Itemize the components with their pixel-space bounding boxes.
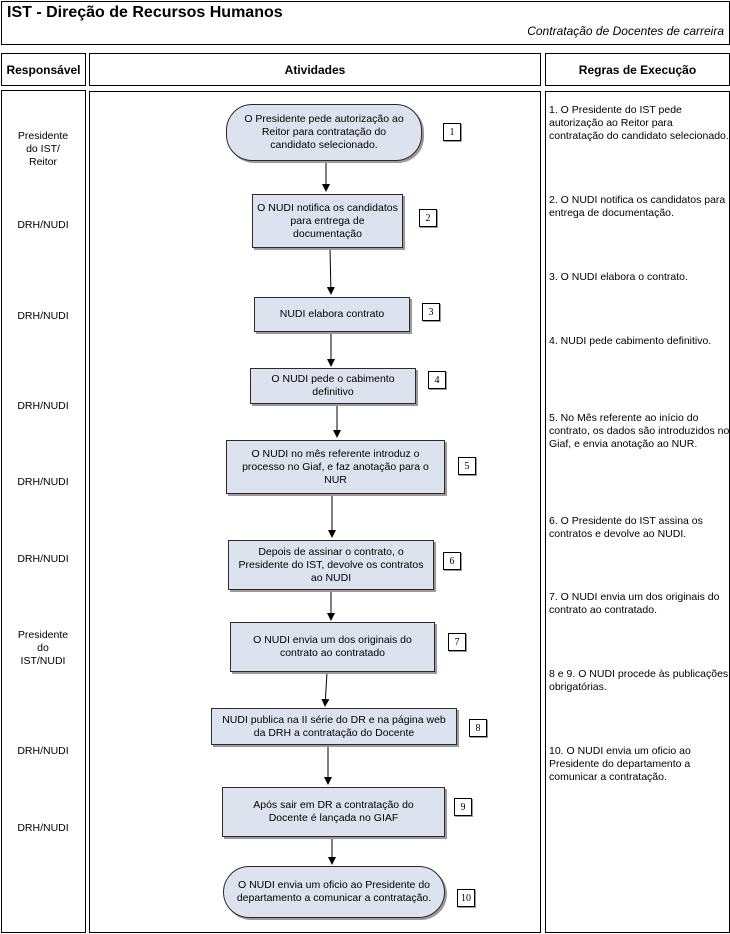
rule-text: 2. O NUDI notifica os candidatos para entrega de documentação. bbox=[549, 194, 726, 219]
step-5-box: O NUDI no mês referente introduz o processo no Giaf, e faz anotação para o NUR bbox=[226, 440, 445, 494]
responsible-label: DRH/NUDI bbox=[17, 310, 69, 322]
rule-text: 10. O NUDI envia um oficio ao Presidente do departamento a comunicar a contratação. bbox=[549, 745, 691, 783]
step-3-box: NUDI elabora contrato bbox=[254, 297, 410, 332]
responsible-label: DRH/NUDI bbox=[17, 553, 69, 565]
step-7-box: O NUDI envia um dos originais do contrato ao contratado bbox=[230, 622, 435, 672]
step-6-number: 6 bbox=[443, 552, 461, 570]
step-4-box: O NUDI pede o cabimento definitivo bbox=[250, 368, 416, 404]
activities-column-header: Atividades bbox=[284, 63, 346, 77]
responsible-label: DRH/NUDI bbox=[17, 400, 69, 412]
step-10-number: 10 bbox=[457, 889, 475, 907]
rule-text: 6. O Presidente do IST assina os contratos e devolve ao NUDI. bbox=[549, 515, 703, 540]
step-1-number: 1 bbox=[443, 123, 461, 141]
rule-text: 1. O Presidente do IST pede autorização ao Reitor para contratação do candidato selecionado. bbox=[549, 104, 729, 142]
rule-text: 4. NUDI pede cabimento definitivo. bbox=[549, 335, 712, 347]
responsible-label: DRH/NUDI bbox=[17, 822, 69, 834]
step-1-terminal: O Presidente pede autorização ao Reitor para contratação do candidato selecionado. bbox=[226, 104, 422, 161]
page-title: IST - Direção de Recursos Humanos bbox=[7, 4, 283, 21]
step-9-number: 9 bbox=[454, 798, 472, 816]
responsible-label: DRH/NUDI bbox=[17, 219, 69, 231]
step-7-number: 7 bbox=[448, 633, 466, 651]
step-4-number: 4 bbox=[428, 371, 446, 389]
step-2-number: 2 bbox=[419, 209, 437, 227]
rule-text: 7. O NUDI envia um dos originais do contrato ao contratado. bbox=[549, 591, 720, 616]
step-9-box: Após sair em DR a contratação do Docente é lançada no GIAF bbox=[222, 787, 445, 837]
step-10-terminal: O NUDI envia um oficio ao Presidente do departamento a comunicar a contratação. bbox=[223, 866, 445, 918]
flow-arrow bbox=[325, 672, 327, 706]
responsible-label: DRH/NUDI bbox=[17, 476, 69, 488]
step-2-box: O NUDI notifica os candidatos para entrega de documentação bbox=[252, 194, 403, 248]
step-8-number: 8 bbox=[469, 719, 487, 737]
responsible-label: Presidente do IST/ Reitor bbox=[17, 130, 69, 168]
responsible-column-header: Responsável bbox=[6, 63, 81, 77]
responsible-label: DRH/NUDI bbox=[17, 745, 69, 757]
rule-text: 3. O NUDI elabora o contrato. bbox=[549, 271, 688, 283]
step-3-number: 3 bbox=[422, 303, 440, 321]
step-5-number: 5 bbox=[458, 457, 476, 475]
flow-arrow bbox=[330, 248, 331, 294]
step-6-box: Depois de assinar o contrato, o Presidente do IST, devolve os contratos ao NUDI bbox=[228, 540, 434, 590]
rule-text: 5. No Mês referente ao início do contrato, os dados são introduzidos no Giaf, e envia anotação ao NUR. bbox=[549, 412, 730, 450]
step-8-box: NUDI publica na II série do DR e na página web da DRH a contratação do Docente bbox=[211, 708, 457, 745]
responsible-label: Presidente do IST/NUDI bbox=[17, 629, 69, 667]
rule-text: 8 e 9. O NUDI procede às publicações obrigatórias. bbox=[549, 668, 729, 693]
rules-column-header: Regras de Execução bbox=[578, 63, 697, 77]
page-subtitle: Contratação de Docentes de carreira bbox=[527, 24, 724, 38]
